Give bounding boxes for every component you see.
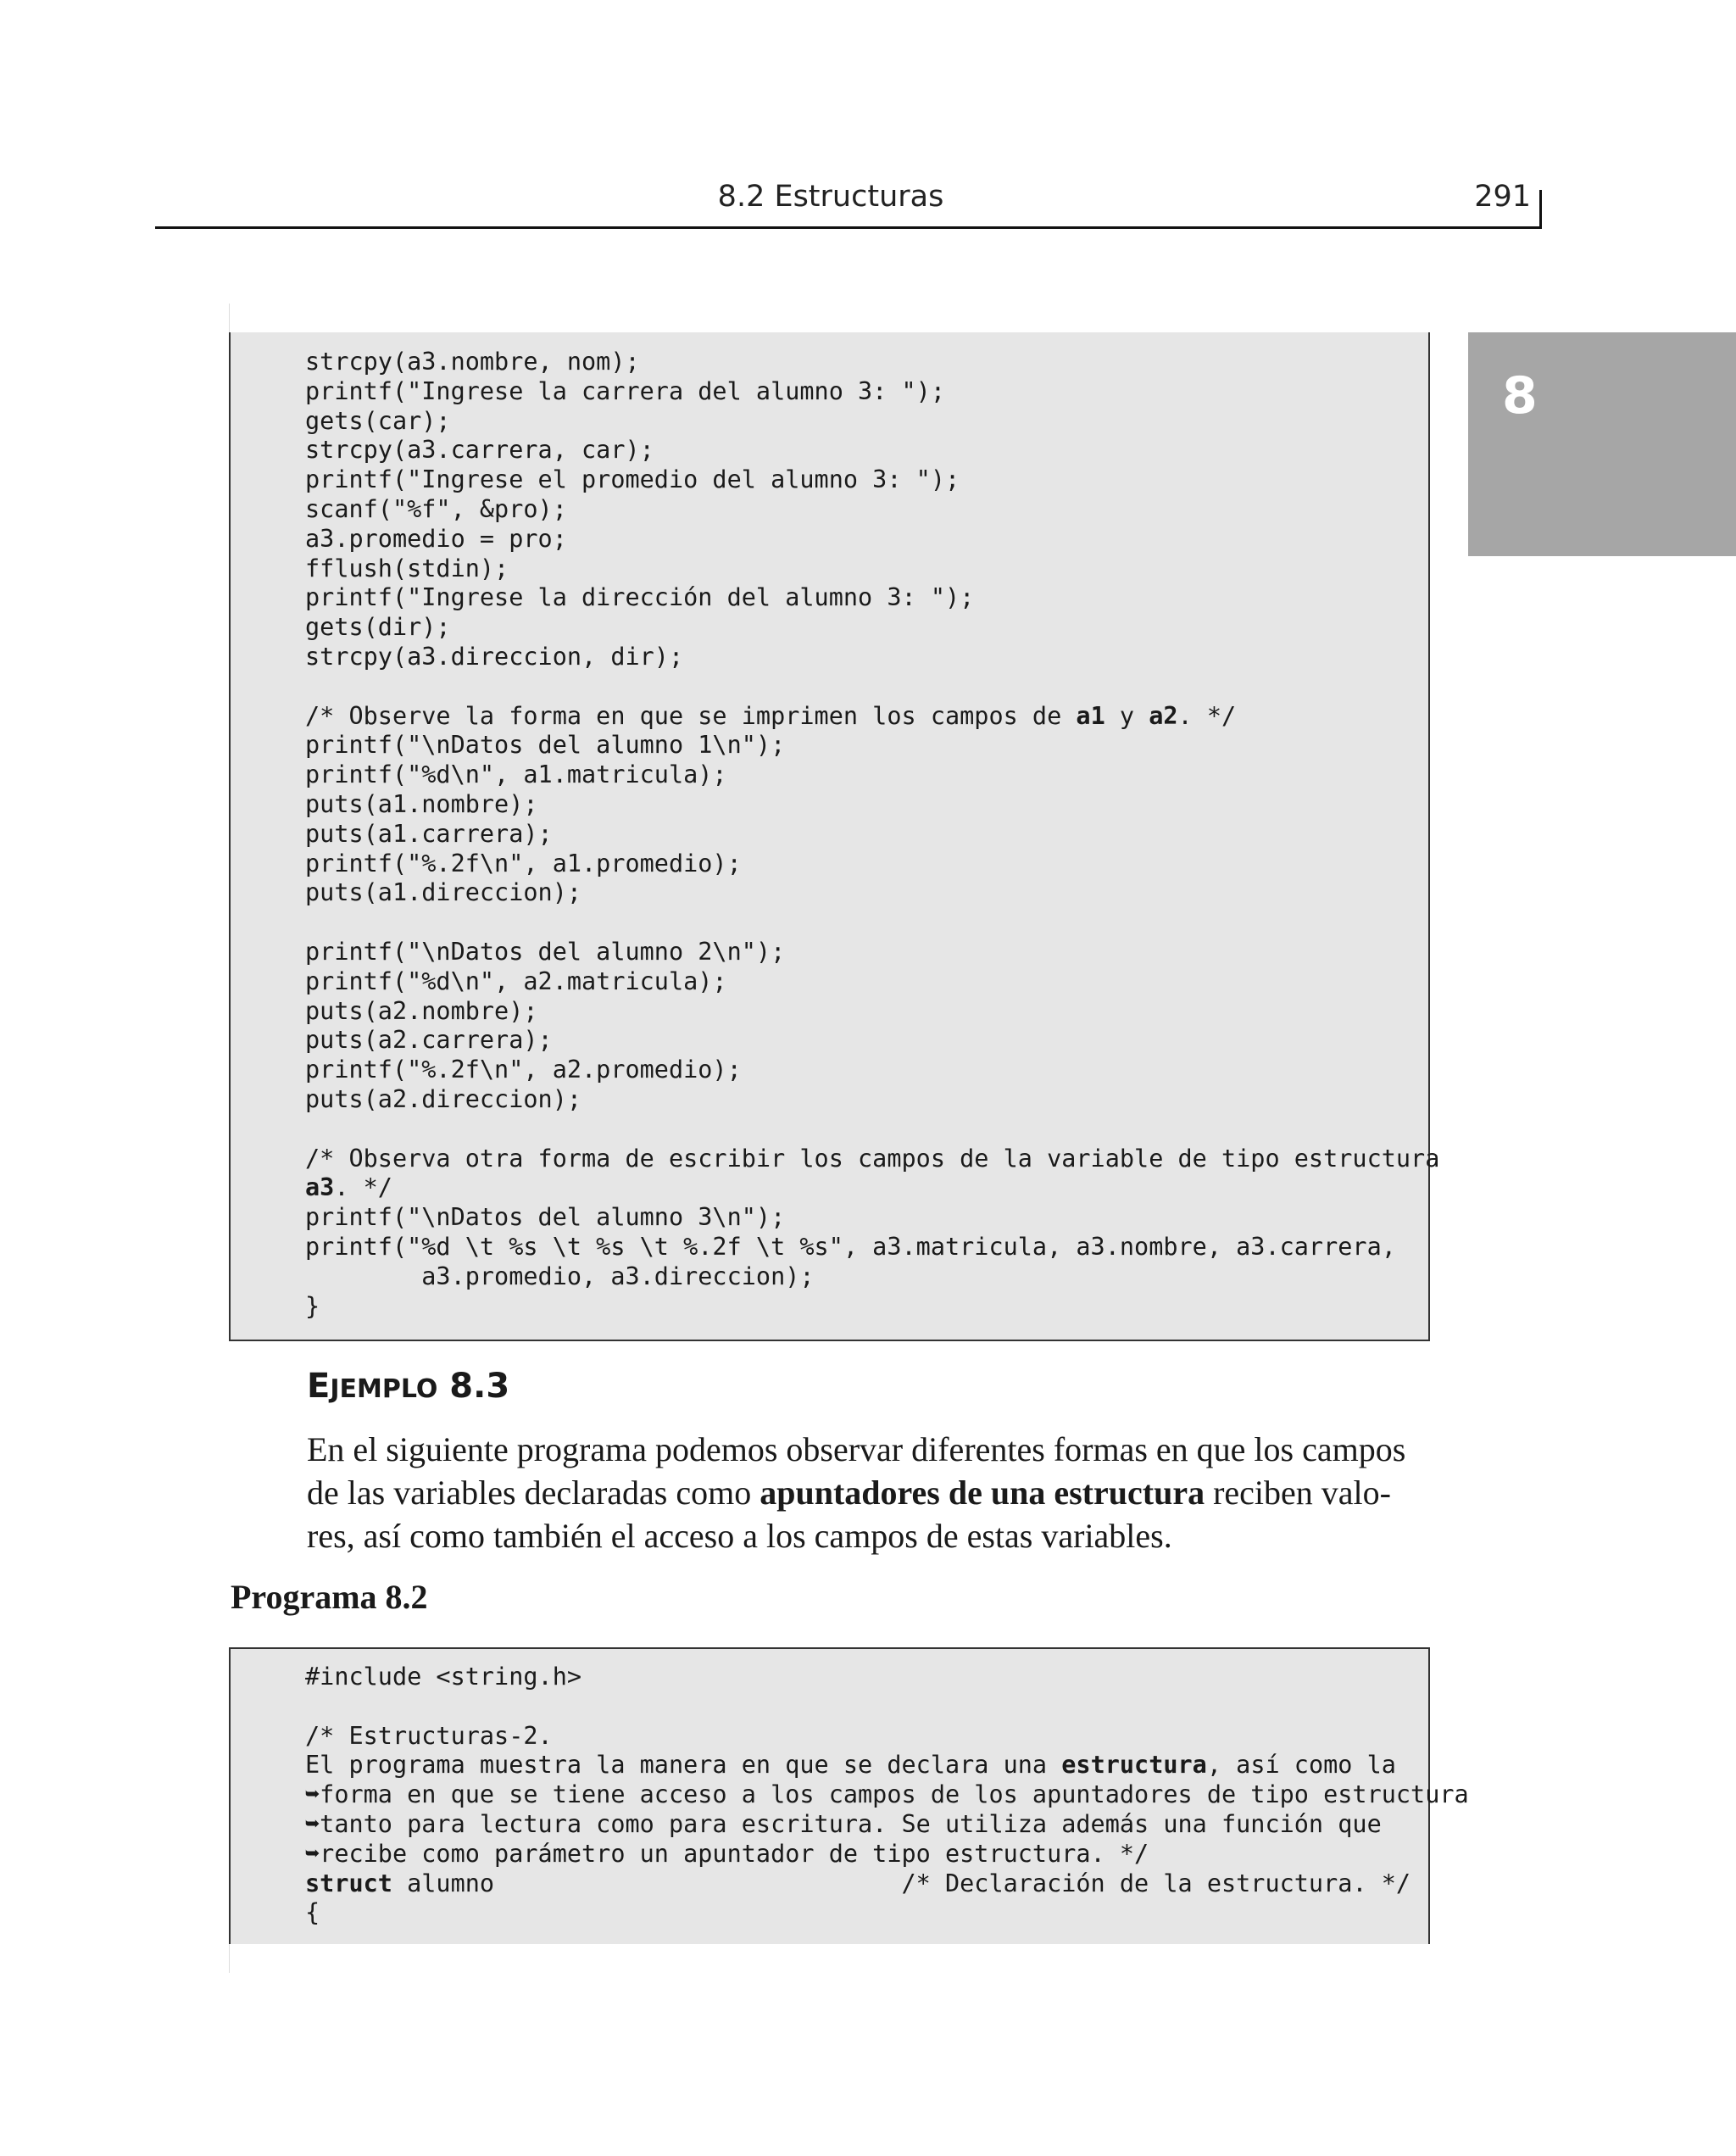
code-line xyxy=(305,760,1439,790)
para-text: de las variables declaradas como xyxy=(307,1474,760,1512)
page-number: 291 xyxy=(1474,180,1531,214)
code-text: a3.promedio, a3.direccion); xyxy=(305,1262,815,1290)
code-line xyxy=(305,967,1439,997)
chapter-tab xyxy=(1468,332,1736,556)
code-line xyxy=(305,495,1439,525)
code-text: printf("%.2f\n", a1.promedio); xyxy=(305,849,742,877)
code-line xyxy=(305,1056,1439,1085)
example-heading xyxy=(307,1367,509,1406)
code-text: printf("%d\n", a2.matricula); xyxy=(305,967,727,995)
code-line xyxy=(305,1898,1469,1928)
margin-line-top xyxy=(229,304,230,332)
code-line xyxy=(305,1085,1439,1115)
code-line xyxy=(305,643,1439,672)
code-text: ➥recibe como parámetro un apuntador de tipo estructura. */ xyxy=(305,1839,1149,1868)
code-block-1 xyxy=(229,332,1440,1341)
code-text: puts(a2.carrera); xyxy=(305,1026,553,1055)
code-text: { xyxy=(305,1898,320,1927)
code-line xyxy=(305,1173,1439,1203)
blank-line xyxy=(305,1115,1439,1145)
code-text: fflush(stdin); xyxy=(305,554,509,582)
code-bold-token: a2 xyxy=(1149,701,1178,730)
para-line: En el siguiente programa podemos observar diferentes formas en que los campos xyxy=(307,1430,1406,1468)
code-text: /* Observa otra forma de escribir los campos de la variable de tipo estructura xyxy=(305,1144,1440,1173)
section-title: 8.2 Estructuras xyxy=(717,180,944,214)
code-line xyxy=(305,1751,1469,1780)
code-line xyxy=(305,407,1439,437)
example-heading-prefix: E xyxy=(307,1367,331,1406)
code-text: . */ xyxy=(1177,701,1237,730)
code-text: . */ xyxy=(334,1173,392,1202)
code-text: printf("Ingrese la dirección del alumno 3: "); xyxy=(305,583,975,612)
code-line xyxy=(305,1233,1439,1262)
code-bold-token: struct xyxy=(305,1869,392,1897)
code-line xyxy=(305,525,1439,554)
code-text: printf("Ingrese el promedio del alumno 3: "); xyxy=(305,465,960,494)
code-text: y xyxy=(1104,701,1149,730)
code-text: strcpy(a3.nombre, nom); xyxy=(305,348,640,376)
code-line xyxy=(305,1780,1469,1810)
code-line xyxy=(305,1722,1469,1752)
code-line xyxy=(305,613,1439,643)
code-line xyxy=(305,1663,1469,1692)
code-text: /* Estructuras-2. xyxy=(305,1721,553,1750)
code-line xyxy=(305,436,1439,465)
example-heading-number: 8.3 xyxy=(437,1367,510,1406)
header-tick xyxy=(1539,190,1542,229)
code-line xyxy=(305,348,1439,377)
code-line xyxy=(305,583,1439,613)
code-text: alumno /* Declaración de la estructura. */ xyxy=(392,1869,1411,1897)
code-text: El programa muestra la manera en que se declara una xyxy=(305,1751,1062,1780)
para-bold-term: apuntadores de una estructura xyxy=(760,1474,1205,1512)
code-text: } xyxy=(305,1291,320,1320)
code-line xyxy=(305,820,1439,850)
code-listing-1 xyxy=(305,348,1439,1321)
chapter-tab-number: 8 xyxy=(1502,366,1538,426)
code-line xyxy=(305,1869,1469,1899)
code-text: printf("%d\n", a1.matricula); xyxy=(305,760,727,789)
code-line xyxy=(305,1262,1439,1292)
margin-line-bottom xyxy=(229,1944,230,1973)
para-text: reciben valo- xyxy=(1205,1474,1391,1512)
code-text: printf("\nDatos del alumno 1\n"); xyxy=(305,731,786,760)
code-line xyxy=(305,1810,1469,1840)
code-line xyxy=(305,997,1439,1027)
blank-line xyxy=(305,908,1439,938)
code-bold-token: estructura xyxy=(1061,1751,1207,1780)
code-bold-token: a1 xyxy=(1076,701,1105,730)
code-line xyxy=(305,878,1439,908)
code-text: puts(a1.nombre); xyxy=(305,789,538,818)
code-text: /* Observe la forma en que se imprimen los campos de xyxy=(305,701,1077,730)
code-line xyxy=(305,1292,1439,1322)
code-block-2 xyxy=(229,1647,1469,1944)
code-line xyxy=(305,1145,1439,1174)
para-line: res, así como también el acceso a los campos de estas variables. xyxy=(307,1517,1172,1555)
code-text: printf("\nDatos del alumno 3\n"); xyxy=(305,1203,786,1232)
code-line xyxy=(305,1026,1439,1056)
code-text: ➥tanto para lectura como para escritura. Se utiliza además una función que xyxy=(305,1809,1382,1838)
code-text: printf("%d \t %s \t %s \t %.2f \t %s", a3.matricula, a3.nombre, a3.carrera, xyxy=(305,1232,1396,1261)
code-text: a3.promedio = pro; xyxy=(305,524,567,553)
code-line xyxy=(305,1840,1469,1869)
code-bold-token: a3 xyxy=(305,1173,335,1202)
code-text: printf("Ingrese la carrera del alumno 3: "); xyxy=(305,376,945,405)
code-text: gets(car); xyxy=(305,406,451,435)
code-text: scanf("%f", &pro); xyxy=(305,494,567,523)
code-text: , así como la xyxy=(1206,1751,1396,1780)
code-line xyxy=(305,554,1439,584)
code-listing-2 xyxy=(305,1663,1469,1928)
code-text: printf("%.2f\n", a2.promedio); xyxy=(305,1056,742,1084)
code-text: gets(dir); xyxy=(305,613,451,642)
code-line xyxy=(305,465,1439,495)
code-line xyxy=(305,702,1439,732)
blank-line xyxy=(305,1692,1469,1722)
code-line xyxy=(305,731,1439,760)
code-line xyxy=(305,790,1439,820)
code-line xyxy=(305,938,1439,967)
code-text: puts(a1.carrera); xyxy=(305,819,553,848)
code-text: strcpy(a3.direccion, dir); xyxy=(305,642,684,671)
code-text: puts(a2.nombre); xyxy=(305,996,538,1025)
blank-line xyxy=(305,672,1439,702)
header-rule xyxy=(155,226,1541,229)
code-text: printf("\nDatos del alumno 2\n"); xyxy=(305,937,786,966)
code-text: puts(a1.direccion); xyxy=(305,878,582,907)
code-text: #include <string.h> xyxy=(305,1663,582,1691)
program-title: Programa 8.2 xyxy=(231,1578,428,1616)
example-paragraph xyxy=(307,1428,1434,1557)
code-text: puts(a2.direccion); xyxy=(305,1084,582,1113)
code-text: strcpy(a3.carrera, car); xyxy=(305,436,654,465)
para-line xyxy=(307,1471,1434,1514)
code-line xyxy=(305,850,1439,879)
code-line xyxy=(305,377,1439,407)
example-heading-smallcaps: JEMPLO xyxy=(330,1374,438,1404)
code-text: ➥forma en que se tiene acceso a los campos de los apuntadores de tipo estructura xyxy=(305,1780,1469,1809)
code-line xyxy=(305,1203,1439,1233)
